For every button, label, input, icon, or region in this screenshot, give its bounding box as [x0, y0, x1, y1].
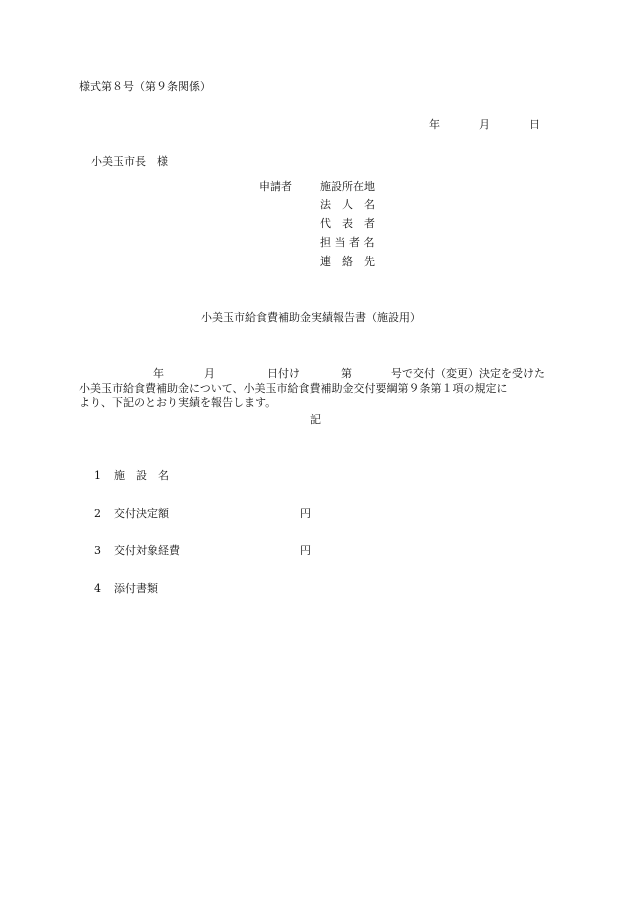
applicant-field-representative: 代 表 者 [320, 217, 375, 230]
addressee: 小美玉市長 様 [91, 155, 168, 168]
applicant-field-contact-person: 担 当 者 名 [320, 236, 375, 249]
ki-note-heading: 記 [310, 413, 321, 426]
form-number: 様式第８号（第９条関係） [79, 80, 211, 93]
body-month: 月 [204, 367, 215, 380]
item-facility-name: 施 設 名 [114, 469, 169, 482]
item-number: 2 [94, 507, 101, 520]
applicant-label: 申請者 [259, 180, 292, 193]
date-year: 年 [429, 118, 440, 131]
item-grant-decision-amount: 交付決定額 [114, 507, 169, 520]
applicant-field-corporation: 法 人 名 [320, 198, 375, 211]
item-number: 3 [94, 544, 101, 557]
date-month: 月 [479, 118, 490, 131]
body-year: 年 [153, 367, 164, 380]
item-attached-documents: 添付書類 [114, 582, 158, 595]
item-unit-yen: 円 [300, 507, 311, 520]
item-eligible-expenses: 交付対象経費 [114, 544, 180, 557]
document-title: 小美玉市給食費補助金実績報告書（施設用） [201, 311, 421, 324]
body-dai: 第 [341, 367, 352, 380]
body-line2: 小美玉市給食費補助金について、小美玉市給食費補助金交付要綱第９条第１項の規定に [79, 382, 508, 395]
date-day: 日 [529, 118, 540, 131]
item-unit-yen: 円 [300, 544, 311, 557]
item-number: 1 [94, 469, 101, 482]
applicant-field-contact: 連 絡 先 [320, 255, 375, 268]
body-dated: 日付け [267, 367, 300, 380]
item-number: 4 [94, 582, 101, 595]
body-line3: より、下記のとおり実績を報告します。 [79, 396, 277, 409]
applicant-field-address: 施設所在地 [320, 180, 375, 193]
body-line1-tail: 号で交付（変更）決定を受けた [391, 367, 545, 380]
